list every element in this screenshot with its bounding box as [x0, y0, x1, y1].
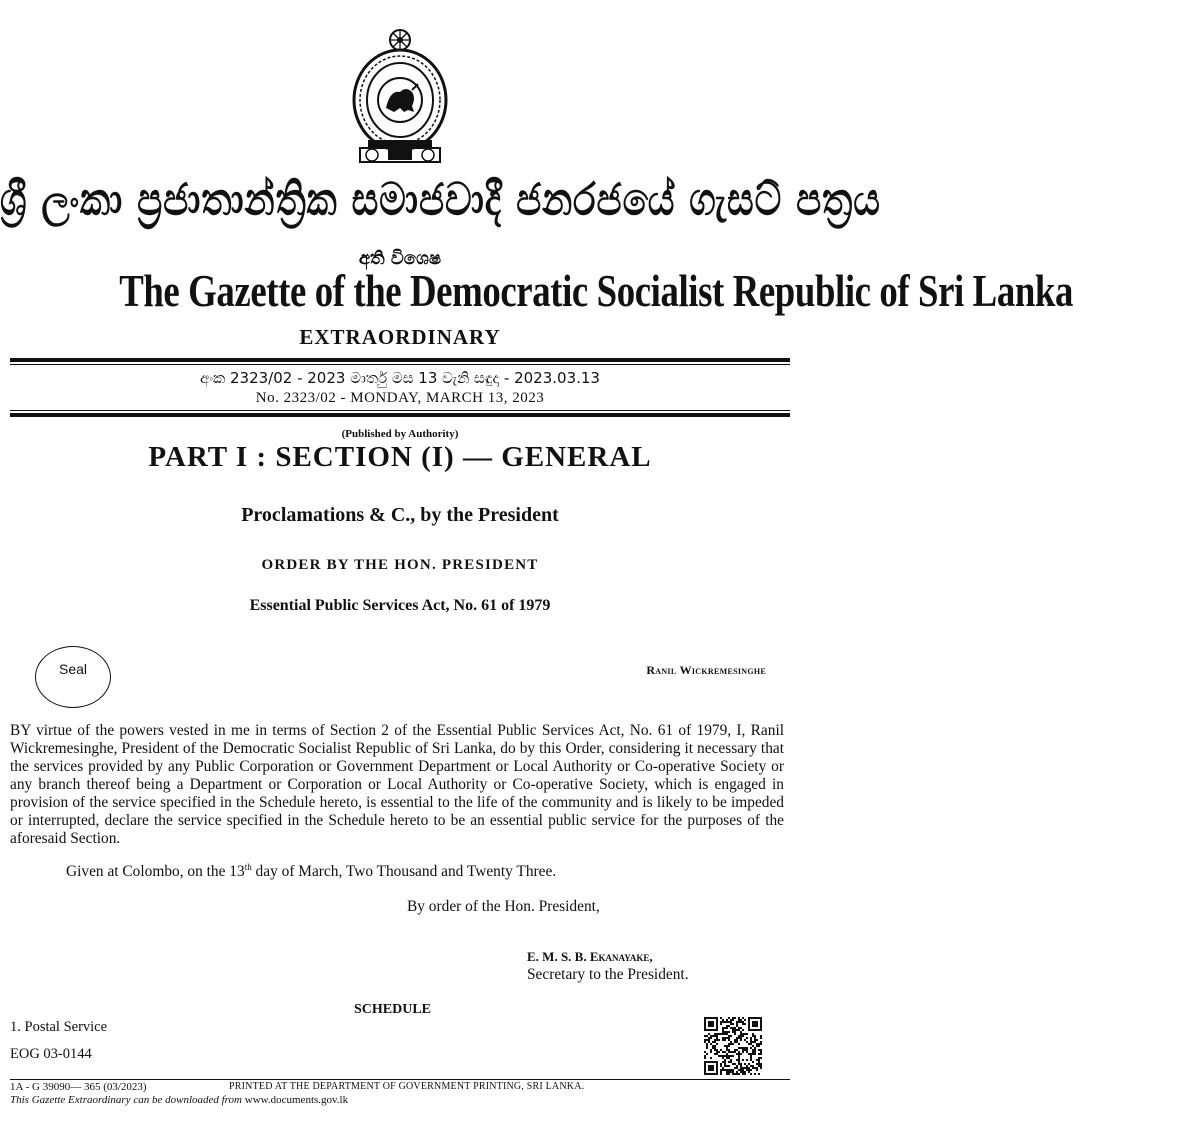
secretary-title: Secretary to the President.: [527, 966, 689, 983]
given-at-line: [66, 862, 556, 881]
issue-line-sinhala: අංක 2323/02 - 2023 මාර්තු මස 13 වැනි සඳුදා - 2023.03.13: [200, 369, 600, 387]
header-rule-top: [10, 358, 790, 362]
secretary-initials: E. M. S. B.: [527, 949, 590, 964]
download-url: www.documents.gov.lk: [244, 1094, 349, 1106]
act-heading: Essential Public Services Act, No. 61 of 1979: [249, 597, 551, 614]
extraordinary-label: EXTRAORDINARY: [299, 325, 501, 349]
by-order-line: By order of the Hon. President,: [407, 898, 600, 915]
header-rule-bottom: [10, 413, 790, 417]
download-note: [10, 1094, 348, 1106]
qr-code-icon: [704, 1017, 762, 1075]
print-code: 1A - G 39090— 365 (03/2023): [10, 1081, 147, 1093]
given-superscript: th: [244, 862, 252, 872]
printer-line: PRINTED AT THE DEPARTMENT OF GOVERNMENT PRINTING, SRI LANKA.: [229, 1081, 585, 1092]
gazette-title-text: The Gazette of the Democratic Socialist Republic of Sri Lanka: [119, 265, 1073, 316]
president-signature: Ranil Wickremesinghe: [646, 663, 766, 677]
footer-rule: [10, 1079, 790, 1080]
proclamations-heading: Proclamations & C., by the President: [241, 504, 559, 526]
sri-lanka-emblem-icon: [346, 28, 454, 166]
schedule-heading: SCHEDULE: [354, 1002, 432, 1017]
seal-stamp: Seal: [35, 646, 111, 708]
header-rule-bottom-thin: [10, 410, 790, 411]
published-by-authority: (Published by Authority): [341, 428, 459, 440]
gazette-title-english: [0, 264, 1073, 317]
order-heading: ORDER BY THE HON. PRESIDENT: [261, 557, 539, 573]
schedule-item: 1. Postal Service: [10, 1019, 108, 1035]
order-paragraph: BY virtue of the powers vested in me in terms of Section 2 of the Essential Public Services Act, No. 61 of 1979, I, Ranil Wickremesinghe, President of the Democratic Socialist Republic of Sri Lanka, do by this Order, considering it necessary that the services provided by any Public Corporation or Government Department or Local Authority or Co-operative Society or any branch thereof being a Department or Corporation or Local Authority or Co-operative Society, which is engaged in provision of the service specified in the Schedule hereto, is essential to the life of the community and is likely to be impeded or interrupted, declare the service specified in the Schedule hereto to be an essential public service for the purposes of the aforesaid Section.: [10, 722, 784, 847]
download-note-text: This Gazette Extraordinary can be downloaded from: [10, 1094, 242, 1106]
reference-number: EOG 03-0144: [10, 1046, 92, 1062]
secretary-name: [527, 949, 653, 965]
issue-line-english: No. 2323/02 - MONDAY, MARCH 13, 2023: [255, 390, 545, 406]
given-prefix: Given at Colombo, on the 13: [66, 863, 245, 881]
part-heading: PART I : SECTION (I) — GENERAL: [148, 441, 652, 473]
extraordinary-label-sinhala: අති විශෙෂ: [358, 248, 442, 269]
gazette-title-sinhala: ශ්‍රී ලංකා ප්‍රජාතාන්ත්‍රික සමාජවාදී ජනරජයේ ගැසට් පත්‍රය: [0, 173, 881, 226]
header-rule-top-thin: [10, 364, 790, 365]
given-suffix: day of March, Two Thousand and Twenty Three.: [251, 863, 557, 881]
secretary-surname: Ekanayake,: [589, 949, 653, 964]
